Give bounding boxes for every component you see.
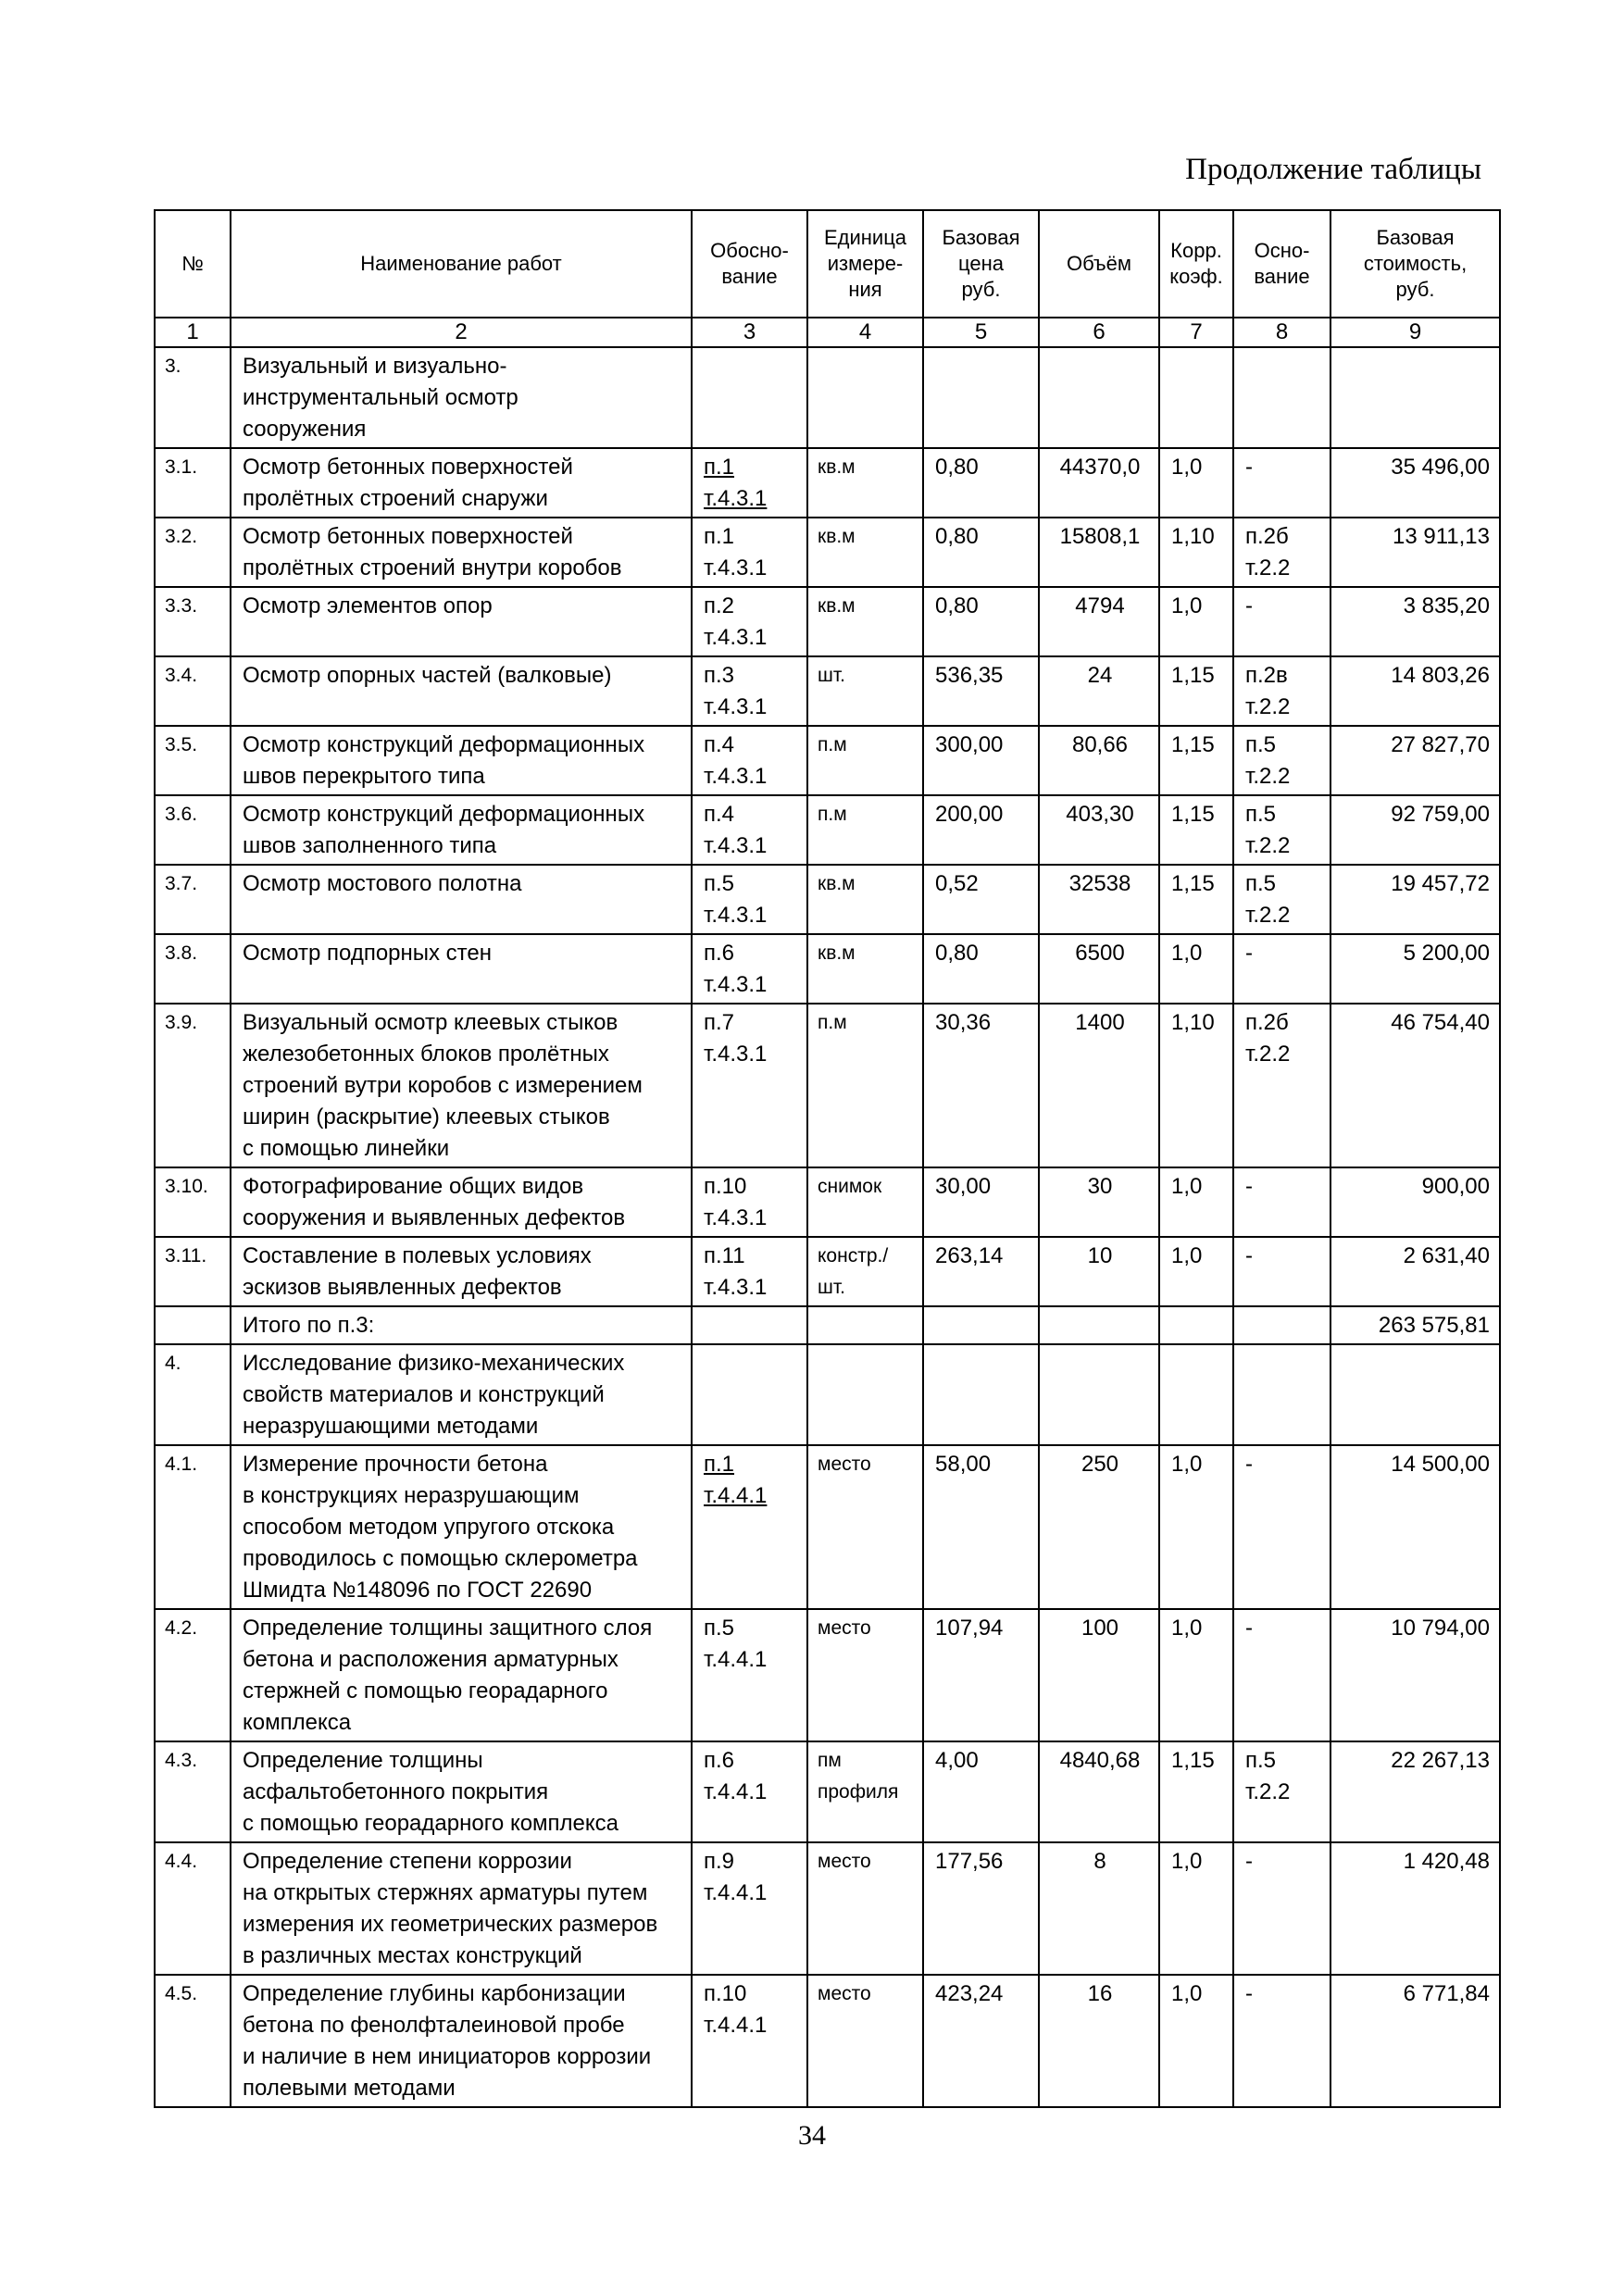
work-name: Определение толщины асфальтобетонного покрытия с помощью георадарного комплекса	[231, 1741, 692, 1842]
table-row	[155, 448, 1500, 518]
coefficient-basis: -	[1233, 1842, 1330, 1975]
basis-reference: п.6 т.4.3.1	[692, 934, 807, 1004]
coefficient-basis: п.5 т.2.2	[1233, 795, 1330, 865]
correction-coefficient: 1,0	[1159, 587, 1233, 656]
empty-cell	[155, 1306, 231, 1344]
base-cost: 19 457,72	[1330, 865, 1500, 934]
base-cost: 10 794,00	[1330, 1609, 1500, 1741]
coefficient-basis: п.5 т.2.2	[1233, 865, 1330, 934]
table-row	[155, 865, 1500, 934]
header-basis: Обосно- вание	[692, 210, 807, 318]
row-number: 3.8.	[155, 934, 231, 1004]
column-number: 2	[231, 318, 692, 347]
section-header-row	[155, 347, 1500, 448]
row-number: 4.4.	[155, 1842, 231, 1975]
row-number: 3.2.	[155, 518, 231, 587]
correction-coefficient: 1,0	[1159, 1975, 1233, 2107]
coefficient-basis: -	[1233, 1445, 1330, 1609]
row-number: 3.5.	[155, 726, 231, 795]
coefficient-basis: -	[1233, 1609, 1330, 1741]
row-number: 3.6.	[155, 795, 231, 865]
correction-coefficient: 1,15	[1159, 1741, 1233, 1842]
header-coefficient: Корр. коэф.	[1159, 210, 1233, 318]
work-name: Определение глубины карбонизации бетона по фенолфталеиновой пробе и наличие в нем инициаторов коррозии полевыми методами	[231, 1975, 692, 2107]
unit-of-measure: кв.м	[807, 934, 923, 1004]
row-number: 4.3.	[155, 1741, 231, 1842]
volume: 1400	[1039, 1004, 1159, 1167]
volume: 16	[1039, 1975, 1159, 2107]
header-base-price: Базовая цена руб.	[923, 210, 1039, 318]
work-name: Осмотр подпорных стен	[231, 934, 692, 1004]
base-price: 0,80	[923, 448, 1039, 518]
column-number: 6	[1039, 318, 1159, 347]
unit-of-measure: констр./ шт.	[807, 1237, 923, 1306]
correction-coefficient: 1,0	[1159, 1237, 1233, 1306]
work-name: Осмотр конструкций деформационных швов перекрытого типа	[231, 726, 692, 795]
basis-reference: п.4 т.4.3.1	[692, 795, 807, 865]
unit-of-measure: место	[807, 1842, 923, 1975]
volume: 44370,0	[1039, 448, 1159, 518]
table-row	[155, 656, 1500, 726]
header-unit: Единица измере- ния	[807, 210, 923, 318]
empty-cell	[1159, 1306, 1233, 1344]
empty-cell	[1039, 347, 1159, 448]
base-cost: 3 835,20	[1330, 587, 1500, 656]
base-price: 300,00	[923, 726, 1039, 795]
coefficient-basis: п.5 т.2.2	[1233, 1741, 1330, 1842]
volume: 403,30	[1039, 795, 1159, 865]
volume: 15808,1	[1039, 518, 1159, 587]
base-price: 30,00	[923, 1167, 1039, 1237]
volume: 6500	[1039, 934, 1159, 1004]
empty-cell	[807, 1344, 923, 1445]
basis-reference: п.9 т.4.4.1	[692, 1842, 807, 1975]
base-cost: 27 827,70	[1330, 726, 1500, 795]
unit-of-measure: кв.м	[807, 518, 923, 587]
correction-coefficient: 1,0	[1159, 1609, 1233, 1741]
base-price: 177,56	[923, 1842, 1039, 1975]
base-cost: 35 496,00	[1330, 448, 1500, 518]
empty-cell	[923, 1306, 1039, 1344]
column-number: 9	[1330, 318, 1500, 347]
empty-cell	[1159, 1344, 1233, 1445]
empty-cell	[692, 347, 807, 448]
works-cost-table	[154, 209, 1501, 2108]
header-row	[155, 210, 1500, 318]
table-row	[155, 1445, 1500, 1609]
basis-reference: п.1 т.4.3.1	[692, 518, 807, 587]
header-basis2: Осно- вание	[1233, 210, 1330, 318]
correction-coefficient: 1,0	[1159, 448, 1233, 518]
base-price: 0,80	[923, 587, 1039, 656]
empty-cell	[1039, 1306, 1159, 1344]
base-cost: 1 420,48	[1330, 1842, 1500, 1975]
section-header-row	[155, 1344, 1500, 1445]
table-row	[155, 1609, 1500, 1741]
volume: 4840,68	[1039, 1741, 1159, 1842]
base-cost: 900,00	[1330, 1167, 1500, 1237]
row-number: 3.9.	[155, 1004, 231, 1167]
header-work-name: Наименование работ	[231, 210, 692, 318]
section-number: 3.	[155, 347, 231, 448]
row-number: 3.11.	[155, 1237, 231, 1306]
work-name: Осмотр элементов опор	[231, 587, 692, 656]
volume: 80,66	[1039, 726, 1159, 795]
unit-of-measure: снимок	[807, 1167, 923, 1237]
base-price: 263,14	[923, 1237, 1039, 1306]
row-number: 4.2.	[155, 1609, 231, 1741]
correction-coefficient: 1,15	[1159, 726, 1233, 795]
header-volume: Объём	[1039, 210, 1159, 318]
basis-reference: п.5 т.4.3.1	[692, 865, 807, 934]
work-name: Осмотр бетонных поверхностей пролётных строений снаружи	[231, 448, 692, 518]
correction-coefficient: 1,10	[1159, 518, 1233, 587]
coefficient-basis: -	[1233, 1167, 1330, 1237]
volume: 8	[1039, 1842, 1159, 1975]
base-cost: 5 200,00	[1330, 934, 1500, 1004]
table-row	[155, 518, 1500, 587]
row-number: 3.7.	[155, 865, 231, 934]
empty-cell	[1159, 347, 1233, 448]
work-name: Осмотр опорных частей (валковые)	[231, 656, 692, 726]
volume: 32538	[1039, 865, 1159, 934]
unit-of-measure: п.м	[807, 726, 923, 795]
base-price: 536,35	[923, 656, 1039, 726]
basis-reference: п.2 т.4.3.1	[692, 587, 807, 656]
basis-reference: п.1 т.4.3.1	[692, 448, 807, 518]
unit-of-measure: п.м	[807, 1004, 923, 1167]
volume: 24	[1039, 656, 1159, 726]
basis-reference: п.10 т.4.3.1	[692, 1167, 807, 1237]
header-base-cost: Базовая стоимость, руб.	[1330, 210, 1500, 318]
coefficient-basis: -	[1233, 1975, 1330, 2107]
correction-coefficient: 1,0	[1159, 1167, 1233, 1237]
base-cost: 46 754,40	[1330, 1004, 1500, 1167]
coefficient-basis: -	[1233, 1237, 1330, 1306]
work-name: Измерение прочности бетона в конструкциях неразрушающим способом методом упругого отскока проводилось с помощью склерометра Шмидта №148096 по ГОСТ 22690	[231, 1445, 692, 1609]
correction-coefficient: 1,0	[1159, 1842, 1233, 1975]
empty-cell	[923, 347, 1039, 448]
base-cost: 6 771,84	[1330, 1975, 1500, 2107]
work-name: Осмотр бетонных поверхностей пролётных строений внутри коробов	[231, 518, 692, 587]
row-number: 3.1.	[155, 448, 231, 518]
unit-of-measure: кв.м	[807, 448, 923, 518]
column-number: 1	[155, 318, 231, 347]
section-number: 4.	[155, 1344, 231, 1445]
basis-reference: п.3 т.4.3.1	[692, 656, 807, 726]
coefficient-basis: п.5 т.2.2	[1233, 726, 1330, 795]
table-row	[155, 1975, 1500, 2107]
unit-of-measure: место	[807, 1445, 923, 1609]
column-number: 3	[692, 318, 807, 347]
unit-of-measure: пм профиля	[807, 1741, 923, 1842]
unit-of-measure: п.м	[807, 795, 923, 865]
table-row	[155, 1842, 1500, 1975]
row-number: 3.4.	[155, 656, 231, 726]
correction-coefficient: 1,0	[1159, 1445, 1233, 1609]
page-number: 34	[798, 2120, 826, 2151]
unit-of-measure: шт.	[807, 656, 923, 726]
coefficient-basis: п.2б т.2.2	[1233, 518, 1330, 587]
work-name: Осмотр конструкций деформационных швов заполненного типа	[231, 795, 692, 865]
work-name: Осмотр мостового полотна	[231, 865, 692, 934]
table-row	[155, 726, 1500, 795]
base-cost: 13 911,13	[1330, 518, 1500, 587]
empty-cell	[807, 1306, 923, 1344]
volume: 30	[1039, 1167, 1159, 1237]
empty-cell	[1039, 1344, 1159, 1445]
unit-of-measure: кв.м	[807, 587, 923, 656]
row-number: 3.10.	[155, 1167, 231, 1237]
volume: 250	[1039, 1445, 1159, 1609]
base-price: 0,80	[923, 518, 1039, 587]
base-cost: 14 500,00	[1330, 1445, 1500, 1609]
row-number: 3.3.	[155, 587, 231, 656]
work-name: Определение степени коррозии на открытых стержнях арматуры путем измерения их геометрических размеров в различных местах конструкций	[231, 1842, 692, 1975]
column-number: 4	[807, 318, 923, 347]
table-row	[155, 934, 1500, 1004]
table-body	[155, 318, 1500, 2107]
volume: 4794	[1039, 587, 1159, 656]
table-row	[155, 1237, 1500, 1306]
correction-coefficient: 1,10	[1159, 1004, 1233, 1167]
base-cost: 92 759,00	[1330, 795, 1500, 865]
column-number: 7	[1159, 318, 1233, 347]
section-title: Исследование физико-механических свойств материалов и конструкций неразрушающими методами	[231, 1344, 692, 1445]
base-price: 107,94	[923, 1609, 1039, 1741]
table-row	[155, 795, 1500, 865]
section-title: Визуальный и визуально- инструментальный осмотр сооружения	[231, 347, 692, 448]
base-cost: 22 267,13	[1330, 1741, 1500, 1842]
total-label: Итого по п.3:	[231, 1306, 692, 1344]
coefficient-basis: -	[1233, 587, 1330, 656]
volume: 100	[1039, 1609, 1159, 1741]
coefficient-basis: -	[1233, 934, 1330, 1004]
work-name: Определение толщины защитного слоя бетона и расположения арматурных стержней с помощью георадарного комплекса	[231, 1609, 692, 1741]
basis-reference: п.5 т.4.4.1	[692, 1609, 807, 1741]
table-continuation-caption: Продолжение таблицы	[1185, 153, 1481, 186]
coefficient-basis: п.2б т.2.2	[1233, 1004, 1330, 1167]
row-number: 4.5.	[155, 1975, 231, 2107]
coefficient-basis: -	[1233, 448, 1330, 518]
base-price: 200,00	[923, 795, 1039, 865]
base-price: 58,00	[923, 1445, 1039, 1609]
work-name: Визуальный осмотр клеевых стыков железобетонных блоков пролётных строений вутри коробов с измерением ширин (раскрытие) клеевых стыков с помощью линейки	[231, 1004, 692, 1167]
total-row	[155, 1306, 1500, 1344]
table-row	[155, 587, 1500, 656]
table-row	[155, 1004, 1500, 1167]
base-price: 4,00	[923, 1741, 1039, 1842]
correction-coefficient: 1,15	[1159, 656, 1233, 726]
correction-coefficient: 1,15	[1159, 795, 1233, 865]
base-price: 30,36	[923, 1004, 1039, 1167]
coefficient-basis: п.2в т.2.2	[1233, 656, 1330, 726]
unit-of-measure: кв.м	[807, 865, 923, 934]
unit-of-measure: место	[807, 1975, 923, 2107]
empty-cell	[807, 347, 923, 448]
base-cost: 2 631,40	[1330, 1237, 1500, 1306]
empty-cell	[1233, 347, 1330, 448]
base-cost: 14 803,26	[1330, 656, 1500, 726]
empty-cell	[923, 1344, 1039, 1445]
empty-cell	[692, 1306, 807, 1344]
basis-reference: п.6 т.4.4.1	[692, 1741, 807, 1842]
column-number-row	[155, 318, 1500, 347]
empty-cell	[1233, 1306, 1330, 1344]
volume: 10	[1039, 1237, 1159, 1306]
base-price: 423,24	[923, 1975, 1039, 2107]
table-row	[155, 1167, 1500, 1237]
base-price: 0,80	[923, 934, 1039, 1004]
total-value: 263 575,81	[1330, 1306, 1500, 1344]
work-name: Фотографирование общих видов сооружения и выявленных дефектов	[231, 1167, 692, 1237]
basis-reference: п.7 т.4.3.1	[692, 1004, 807, 1167]
correction-coefficient: 1,0	[1159, 934, 1233, 1004]
empty-cell	[1330, 347, 1500, 448]
empty-cell	[1330, 1344, 1500, 1445]
base-price: 0,52	[923, 865, 1039, 934]
row-number: 4.1.	[155, 1445, 231, 1609]
header-number: №	[155, 210, 231, 318]
unit-of-measure: место	[807, 1609, 923, 1741]
table-row	[155, 1741, 1500, 1842]
basis-reference: п.1 т.4.4.1	[692, 1445, 807, 1609]
column-number: 5	[923, 318, 1039, 347]
column-number: 8	[1233, 318, 1330, 347]
correction-coefficient: 1,15	[1159, 865, 1233, 934]
empty-cell	[692, 1344, 807, 1445]
basis-reference: п.10 т.4.4.1	[692, 1975, 807, 2107]
empty-cell	[1233, 1344, 1330, 1445]
basis-reference: п.11 т.4.3.1	[692, 1237, 807, 1306]
work-name: Составление в полевых условиях эскизов выявленных дефектов	[231, 1237, 692, 1306]
basis-reference: п.4 т.4.3.1	[692, 726, 807, 795]
